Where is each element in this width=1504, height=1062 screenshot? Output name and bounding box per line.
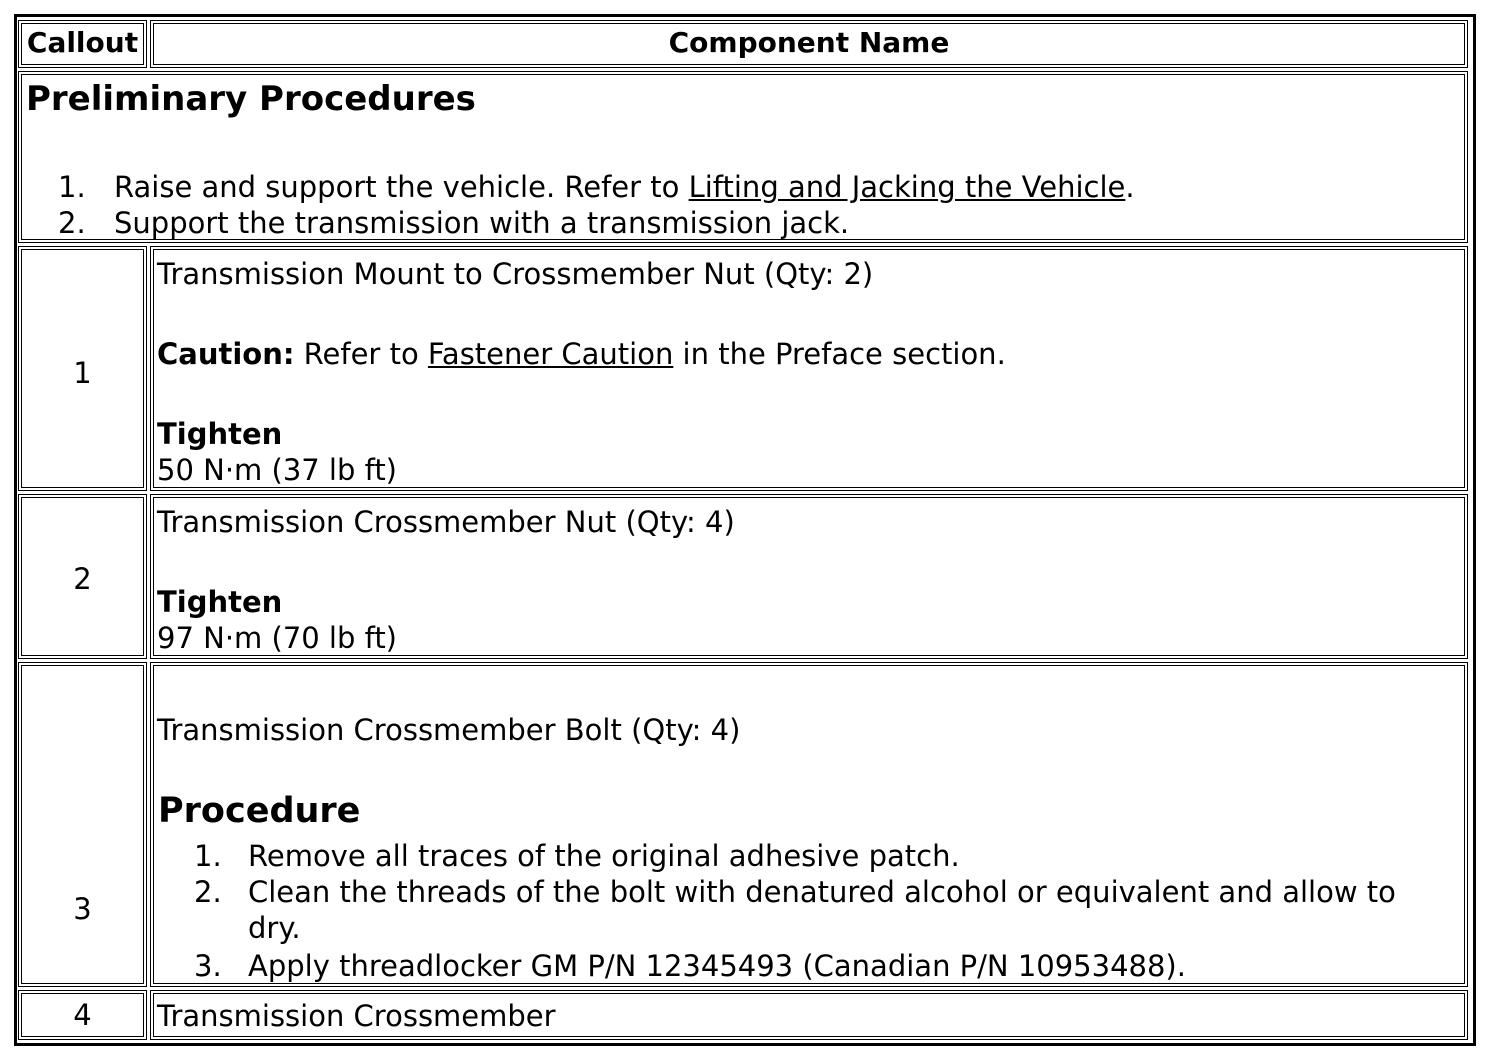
row-3-name: Transmission Crossmember Bolt (Qty: 4) [157,713,741,747]
lifting-jacking-link[interactable]: Lifting and Jacking the Vehicle [688,170,1126,204]
row-1-tighten-value: 50 N·m (37 lb ft) [157,453,398,487]
header-callout: Callout [26,26,139,59]
row-1-name-cell [150,246,1468,491]
fastener-caution-link[interactable]: Fastener Caution [427,337,674,371]
caution-pre: Refer to [294,337,428,371]
row-4-callout-cell [18,990,147,1040]
preliminary-cell [18,71,1468,243]
row-4-name: Transmission Crossmember [157,999,556,1033]
row-2-callout-cell [18,494,147,659]
prelim-step-1-num: 1. [58,170,86,204]
row-2-tighten-value: 97 N·m (70 lb ft) [157,621,398,655]
row-2-tighten-label: Tighten [157,585,283,619]
prelim-step-1 [114,169,1135,205]
row-1-callout: 1 [73,356,92,390]
row-4-name-cell [150,990,1468,1040]
caution-post: in the Preface section. [673,337,1006,371]
proc-step-3-num: 3. [194,949,222,983]
header-component-name: Component Name [668,26,950,59]
preliminary-title: Preliminary Procedures [26,79,476,119]
proc-step-1-text: Remove all traces of the original adhesive patch. [248,839,960,873]
row-2-callout: 2 [73,562,92,596]
row-3-callout: 3 [73,892,92,926]
prelim-step-2-text: Support the transmission with a transmission jack. [114,206,850,240]
caution-label: Caution: [157,337,295,371]
row-4-callout: 4 [73,998,92,1032]
row-1-tighten-label: Tighten [157,417,283,451]
row-3-name-cell [150,662,1468,987]
header-callout-cell [18,20,147,68]
proc-step-3-text: Apply threadlocker GM P/N 12345493 (Canadian P/N 10953488). [248,949,1186,983]
row-1-name: Transmission Mount to Crossmember Nut (Qty: 2) [157,257,874,291]
row-1-callout-cell [18,246,147,491]
procedure-title: Procedure [158,791,361,831]
proc-step-1-num: 1. [194,839,222,873]
row-2-name-cell [150,494,1468,659]
prelim-step-1-text: Raise and support the vehicle. Refer to [114,170,689,204]
prelim-step-1-after: . [1125,170,1135,204]
row-3-callout-cell [18,662,147,987]
proc-step-2-text-cont: dry. [248,911,301,945]
proc-step-2-text: Clean the threads of the bolt with denatured alcohol or equivalent and allow to [248,875,1396,909]
prelim-step-2-num: 2. [58,206,86,240]
row-1-caution [157,336,1006,372]
proc-step-2-num: 2. [194,875,222,909]
header-component-cell [150,20,1468,68]
row-2-name: Transmission Crossmember Nut (Qty: 4) [157,505,735,539]
